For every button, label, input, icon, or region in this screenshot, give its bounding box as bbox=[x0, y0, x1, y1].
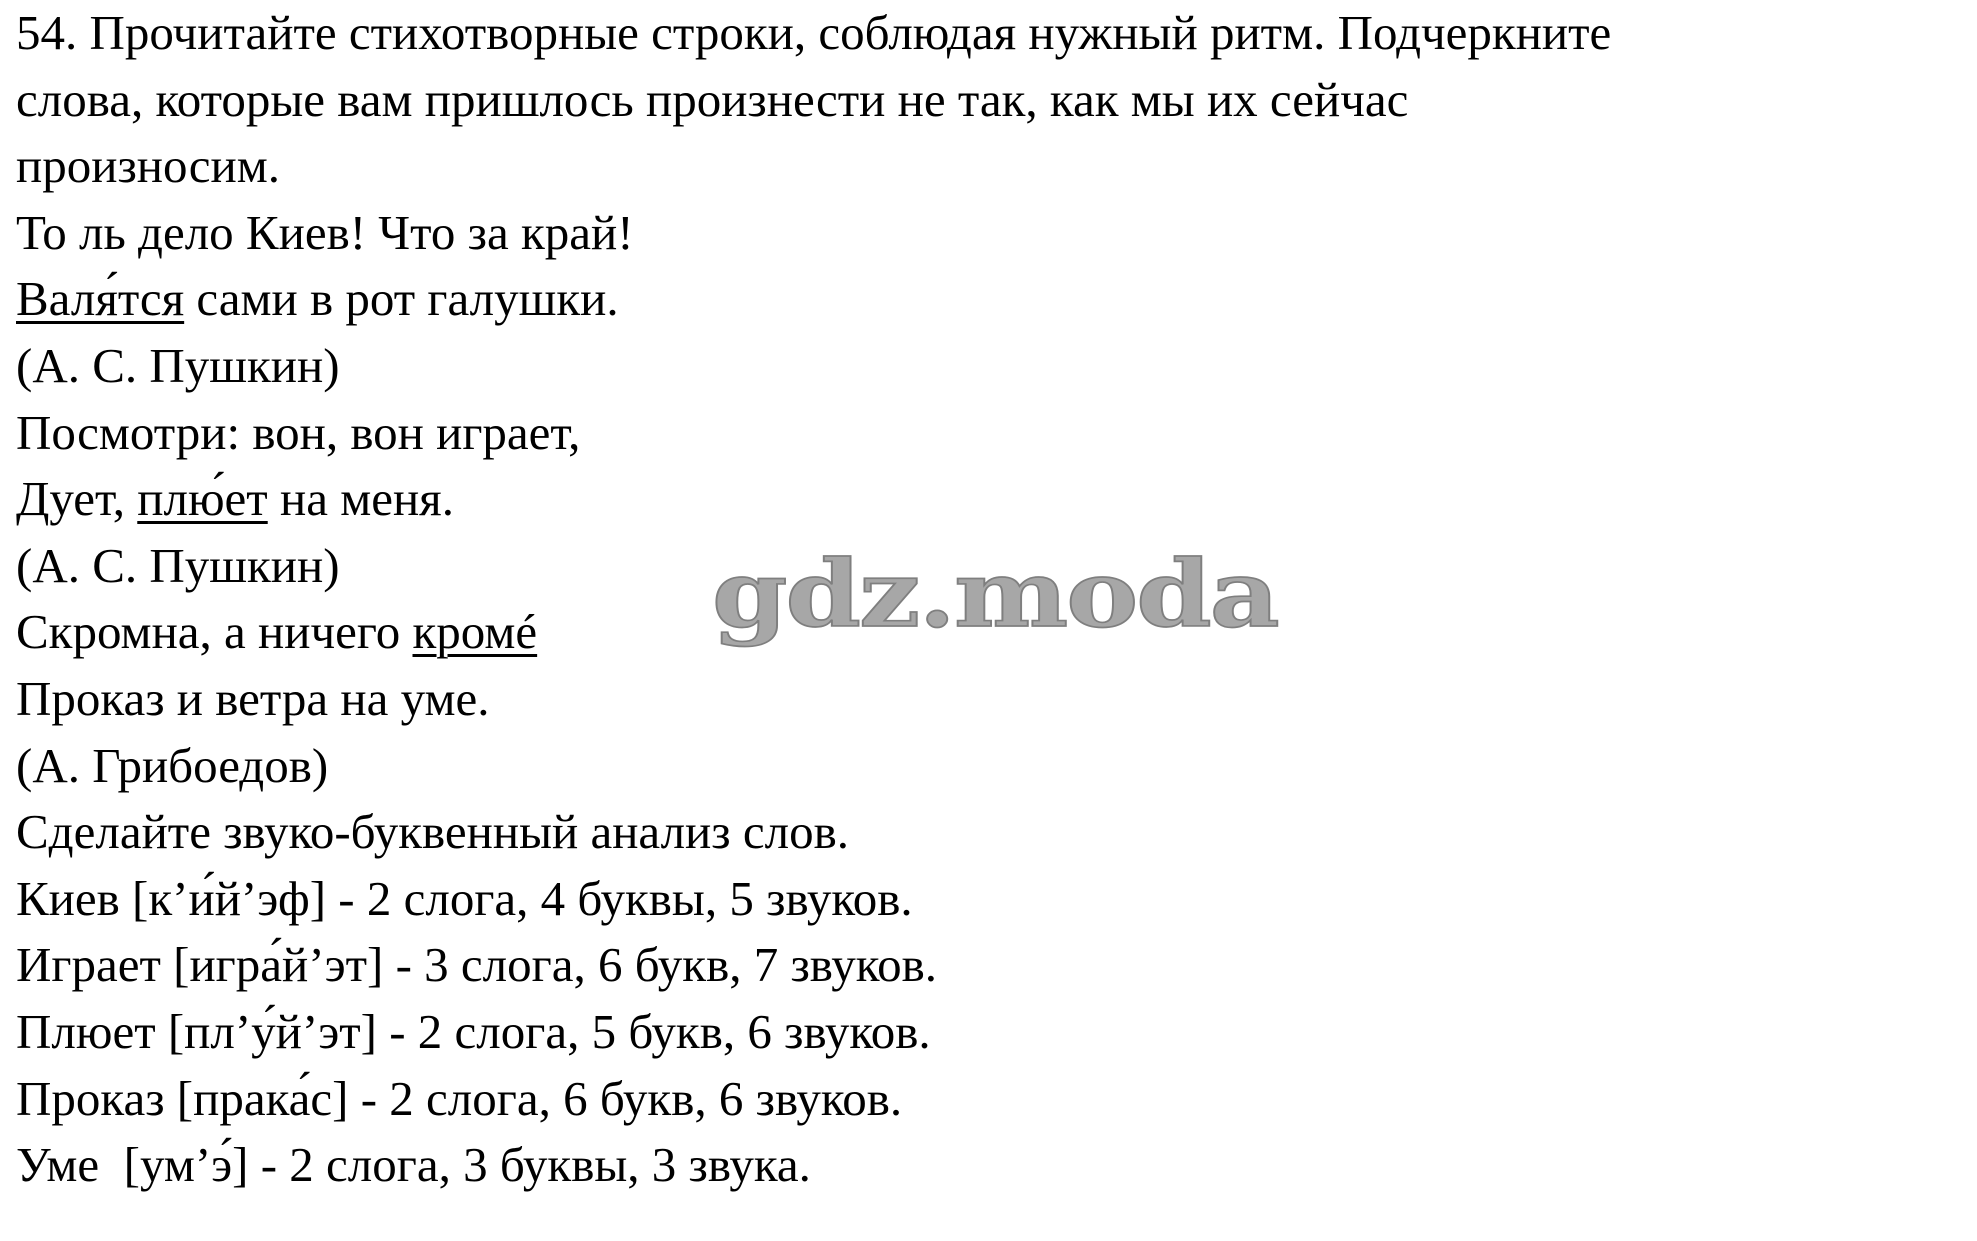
poem-2-line-2-rest: на меня. bbox=[267, 471, 454, 527]
poem-3-line-1-prefix: Скромна, а ничего bbox=[16, 604, 413, 660]
analysis-heading: Сделайте звуко-буквенный анализ слов. bbox=[16, 804, 849, 860]
poem-1-line-1: То ль дело Киев! Что за край! bbox=[16, 204, 634, 260]
underlined-word: Валя́тся bbox=[16, 271, 185, 327]
analysis-item: Проказ [прака́с] - 2 слога, 6 букв, 6 звуков. bbox=[16, 1070, 903, 1126]
poem-3-author: (А. Грибоедов) bbox=[16, 737, 329, 793]
poem-2-line-1: Посмотри: вон, вон играет, bbox=[16, 404, 581, 460]
poem-1-author: (А. С. Пушкин) bbox=[16, 337, 340, 393]
analysis-item: Плюет [пл’у́й’эт] - 2 слога, 5 букв, 6 звуков. bbox=[16, 1003, 931, 1059]
analysis-item: Играет [игра́й’эт] - 3 слога, 6 букв, 7 звуков. bbox=[16, 937, 937, 993]
poem-1-line-2 bbox=[16, 266, 1966, 333]
poem-2-author: (А. С. Пушкин) bbox=[16, 537, 340, 593]
task-heading-line-2: слова, которые вам пришлось произнести не так, как мы их сейчас bbox=[16, 71, 1409, 127]
analysis-item: Уме [ум’э́] - 2 слога, 3 буквы, 3 звука. bbox=[16, 1137, 811, 1193]
task-heading-line-1: 54. Прочитайте стихотворные строки, соблюдая нужный ритм. Подчеркните bbox=[16, 5, 1612, 60]
poem-2-line-2-prefix: Дует, bbox=[16, 471, 138, 527]
task-heading-line-3: произносим. bbox=[16, 138, 280, 194]
underlined-word: кромé bbox=[412, 604, 538, 660]
poem-3-line-2: Проказ и ветра на уме. bbox=[16, 670, 490, 726]
poem-2-line-2 bbox=[16, 466, 1966, 533]
underlined-word: плю́ет bbox=[137, 471, 268, 527]
poem-1-line-2-rest: сами в рот галушки. bbox=[184, 271, 619, 327]
watermark-logo: gdz.moda bbox=[712, 541, 1278, 649]
analysis-item: Киев [к’и́й’эф] - 2 слога, 4 буквы, 5 звуков. bbox=[16, 870, 913, 926]
